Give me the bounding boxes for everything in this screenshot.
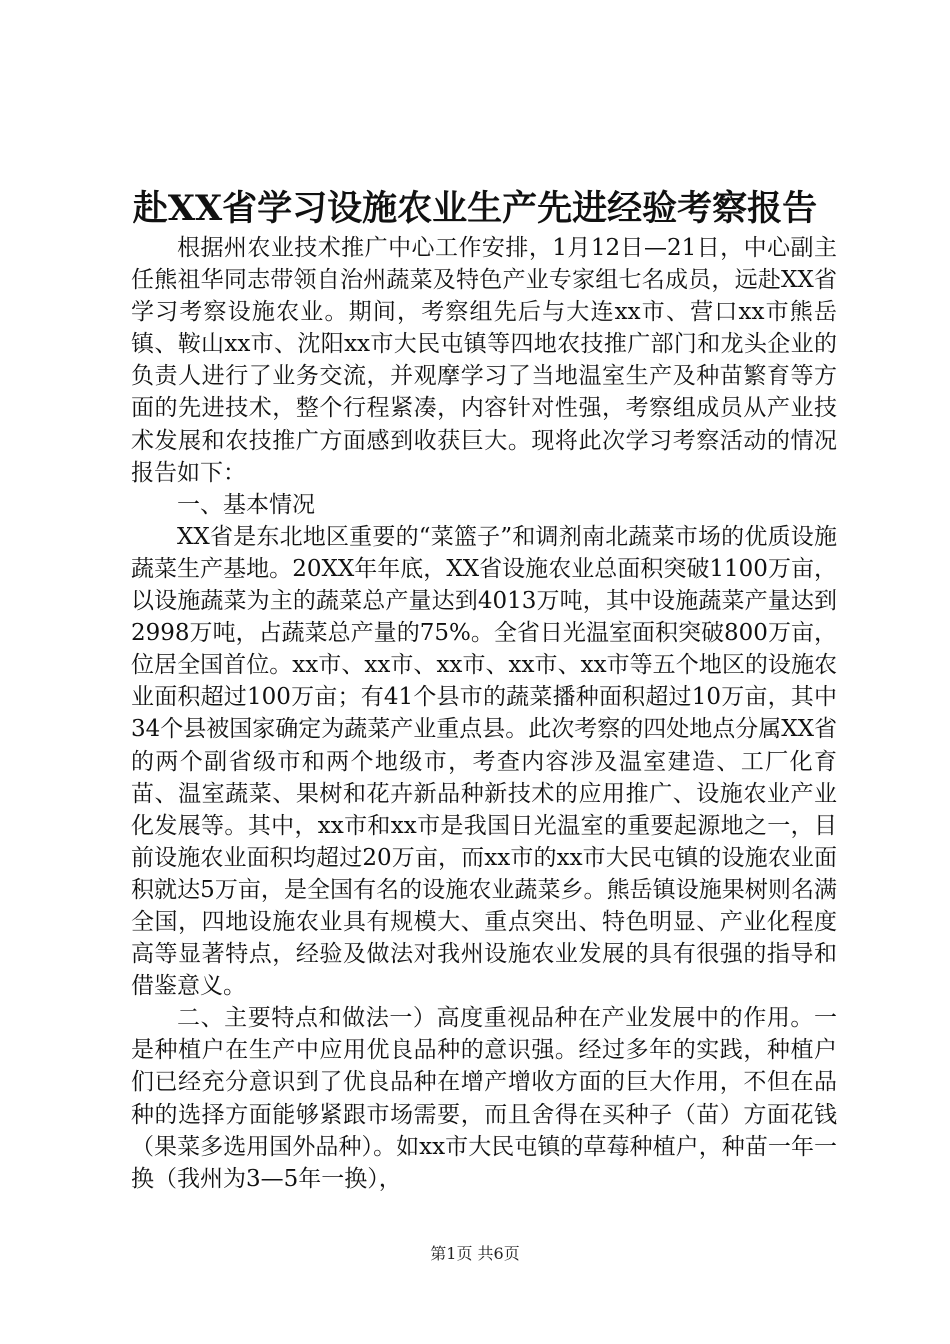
section-heading-basic-situation: 一、基本情况: [177, 491, 315, 518]
page-footer: 第1页 共6页: [430, 1244, 520, 1263]
paragraph-intro: 根据州农业技术推广中心工作安排，1月12日—21日，中心副主任熊祖华同志带领自治州蔬菜及特色产业专家组七名成员，远赴XX省学习考察设施农业。期间，考察组先后与大连xx市、营口xx市熊岳镇、鞍山xx市、沈阳xx市大民屯镇等四地农技推广部门和龙头企业的负责人进行了业务交流，并观摩学习了当地温室生产及种苗繁育等方面的先进技术，整个行程紧凑，内容针对性强，考察组成员从产业技术发展和农技推广方面感到收获巨大。现将此次学习考察活动的情况报告如下：: [131, 235, 837, 486]
document-body: [131, 232, 837, 1195]
paragraph-main-features: 二、主要特点和做法一）高度重视品种在产业发展中的作用。一是种植户在生产中应用优良品种的意识强。经过多年的实践，种植户们已经充分意识到了优良品种在增产增收方面的巨大作用，不但在品种的选择方面能够紧跟市场需要，而且舍得在买种子（苗）方面花钱（果菜多选用国外品种）。如xx市大民屯镇的草莓种植户，种苗一年一换（我州为3—5年一换），: [131, 1005, 837, 1192]
paragraph-basic-situation: XX省是东北地区重要的“菜篮子”和调剂南北蔬菜市场的优质设施蔬菜生产基地。20XX年年底，XX省设施农业总面积突破1100万亩，以设施蔬菜为主的蔬菜总产量达到4013万吨，其中设施蔬菜产量达到2998万吨，占蔬菜总产量的75%。全省日光温室面积突破800万亩，位居全国首位。xx市、xx市、xx市、xx市、xx市等五个地区的设施农业面积超过100万亩；有41个县市的蔬菜播种面积超过10万亩，其中34个县被国家确定为蔬菜产业重点县。此次考察的四处地点分属XX省的两个副省级市和两个地级市，考查内容涉及温室建造、工厂化育苗、温室蔬菜、果树和花卉新品种新技术的应用推广、设施农业产业化发展等。其中，xx市和xx市是我国日光温室的重要起源地之一，目前设施农业面积均超过20万亩，而xx市的xx市大民屯镇的设施农业面积就达5万亩，是全国有名的设施农业蔬菜乡。熊岳镇设施果树则名满全国，四地设施农业具有规模大、重点突出、特色明显、产业化程度高等显著特点，经验及做法对我州设施农业发展的具有很强的指导和借鉴意义。: [131, 523, 838, 1000]
document-title: 赴XX省学习设施农业生产先进经验考察报告: [132, 188, 818, 229]
